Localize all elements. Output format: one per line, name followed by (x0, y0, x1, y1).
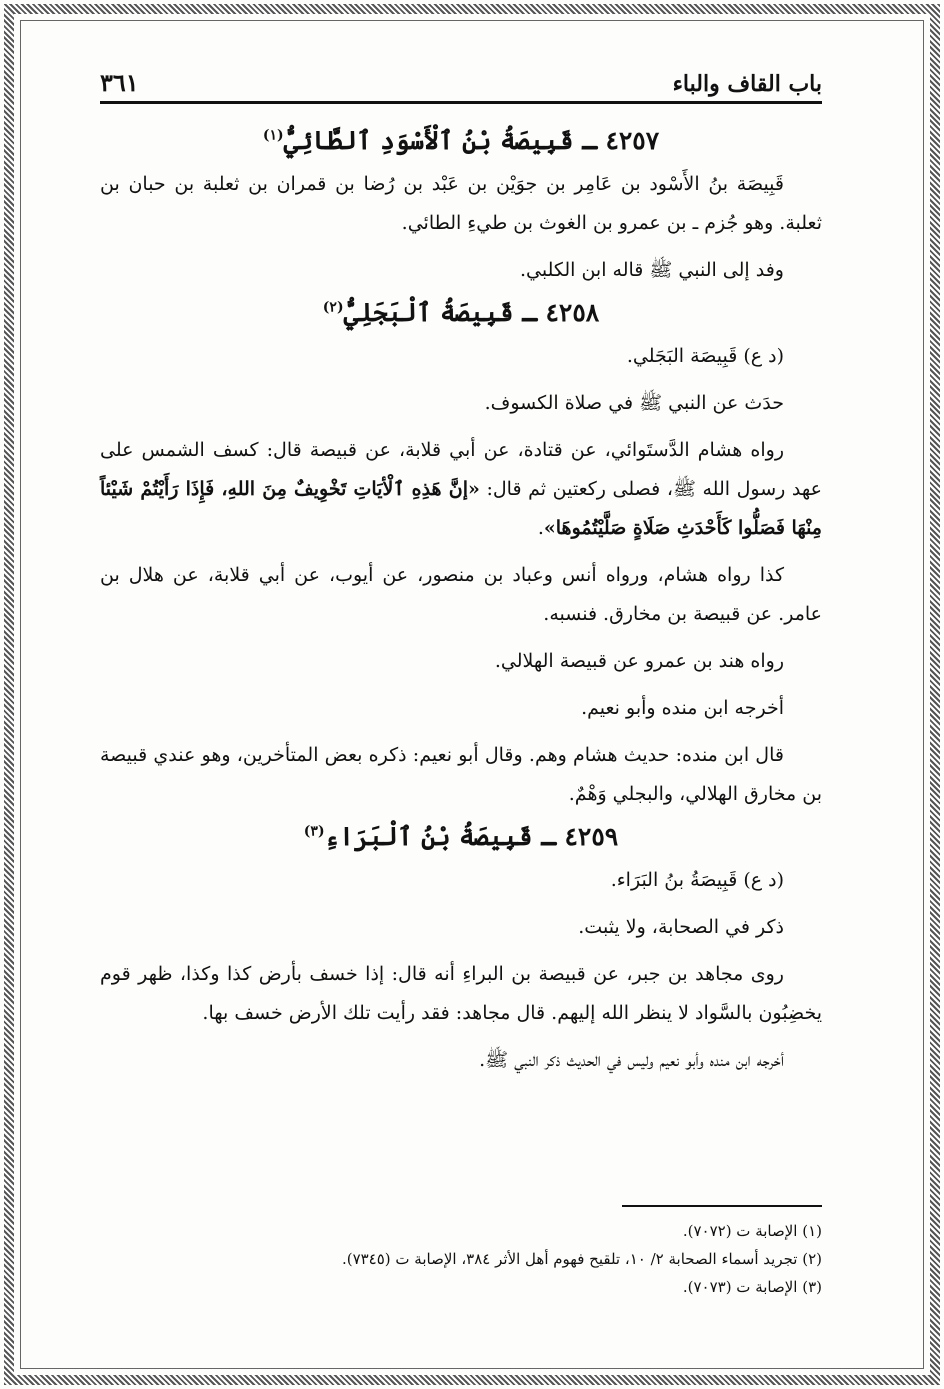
entry-paragraph: وفد إلى النبي ﷺ قاله ابن الكلبي. (519, 259, 784, 281)
entry-paragraph: أخرجه ابن منده وأبو نعيم وليس في الحديث ذكر النبي ﷺ. (479, 1049, 784, 1071)
entry-paragraph: حدَث عن النبي ﷺ في صلاة الكسوف. (484, 392, 784, 414)
entry-paragraph: ذكر في الصحابة، ولا يثبت. (578, 916, 784, 938)
footnote-ref: (٣) (303, 823, 325, 840)
entry-paragraph: كذا رواه هشام، ورواه أنس وعباد بن منصور، عن أيوب، عن أبي قلابة، عن هلال بن عامر. عن قبيصة بن مخارق. فنسبه. (100, 564, 822, 625)
entry-paragraph: قال ابن منده: حديث هشام وهم. وقال أبو نعيم: ذكره بعض المتأخرين، وهو عندي قبيصة بن مخارق الهلالي، والبجلي وَهْمٌ. (100, 744, 822, 805)
footnote: (٣) الإصابة ت (٧٠٧٣). (682, 1278, 822, 1296)
entry-paragraph: (د ع) قَبِيصَة البَجَلي. (626, 345, 784, 367)
page-header (100, 68, 822, 104)
chapter-title: باب القاف والباء (672, 71, 822, 97)
entry-paragraph: أخرجه ابن منده وأبو نعيم. (581, 697, 784, 719)
footnote: (٢) تجريد أسماء الصحابة ٢/ ١٠، تلقيح فهوم أهل الأثر ٣٨٤، الإصابة ت (٧٣٤٥). (341, 1250, 822, 1268)
entry-title: ٤٢٥٩ ـ قَبِيصَةُ بْنُ ٱلْبَرَاءِ$^{(٣)}$ (303, 822, 619, 851)
entry-paragraph: رواه هند بن عمرو عن قبيصة الهلالي. (494, 650, 784, 672)
entry-paragraph: قَبِيصَة بنُ الأَسْود بن عَامِر بن جوَيْن بن عَبْد بن رُضا بن قمران بن ثعلبة بن حبان بن ثعلبة. وهو جُزم ـ بن عمرو بن الغوث بن طيءِ الطائي. (100, 173, 822, 234)
footnote-ref: (٢) (322, 299, 344, 316)
footnote-ref: (١) (262, 127, 284, 144)
footnotes (100, 1205, 822, 1301)
entry-title: ٤٢٥٨ ـ قَبِيصَةُ ٱلْبَجَلِيُّ$^{(٢)}$ (322, 298, 600, 327)
footnote-divider (622, 1205, 822, 1207)
page-number: ٣٦١ (100, 68, 139, 97)
footnote: (١) الإصابة ت (٧٠٧٢). (682, 1222, 822, 1240)
entry-paragraph: (د ع) قَبِيصَةُ بنُ البَرَاء. (610, 869, 784, 891)
page-body (100, 68, 822, 1088)
entry-paragraph: روى مجاهد بن جبر، عن قبيصة بن البراءِ أنه قال: إذا خسف بأرض كذا وكذا، ظهر قوم يخضِبُون بالسَّواد لا ينظر الله إليهم. قال مجاهد: فقد رأيت تلك الأرض خسف بها. (100, 963, 822, 1024)
hadith-paragraph: رواه هشام الدَّستَوائي، عن قتادة، عن أبي قلابة، عن قبيصة قال: كسف الشمس على عهد رسول الله ﷺ، فصلى ركعتين ثم قال: «إنَّ هَذِهِ ٱلْأيَاتِ تَخْوِيفٌ مِنَ اللهِ، فَإِذَا رَأَيْتُمْ شَيْئاً مِنْهَا فَصَلُّوا كَأَحْدَثِ صَلَاةٍ صَلَّيْتُمُوهَا». (100, 439, 822, 539)
entry-title: ٤٢٥٧ ـ قَبِيصَةُ بْنُ ٱلْأَسْوَدِ ٱلطَّائِيُّ$^{(١)}$ (262, 126, 660, 155)
hadith-quote: «إنَّ هَذِهِ ٱلْأيَاتِ تَخْوِيفٌ مِنَ اللهِ، فَإِذَا رَأَيْتُمْ شَيْئاً مِنْهَا فَصَلُّوا كَأَحْدَثِ صَلَاةٍ صَلَّيْتُمُوهَا» (100, 478, 822, 539)
